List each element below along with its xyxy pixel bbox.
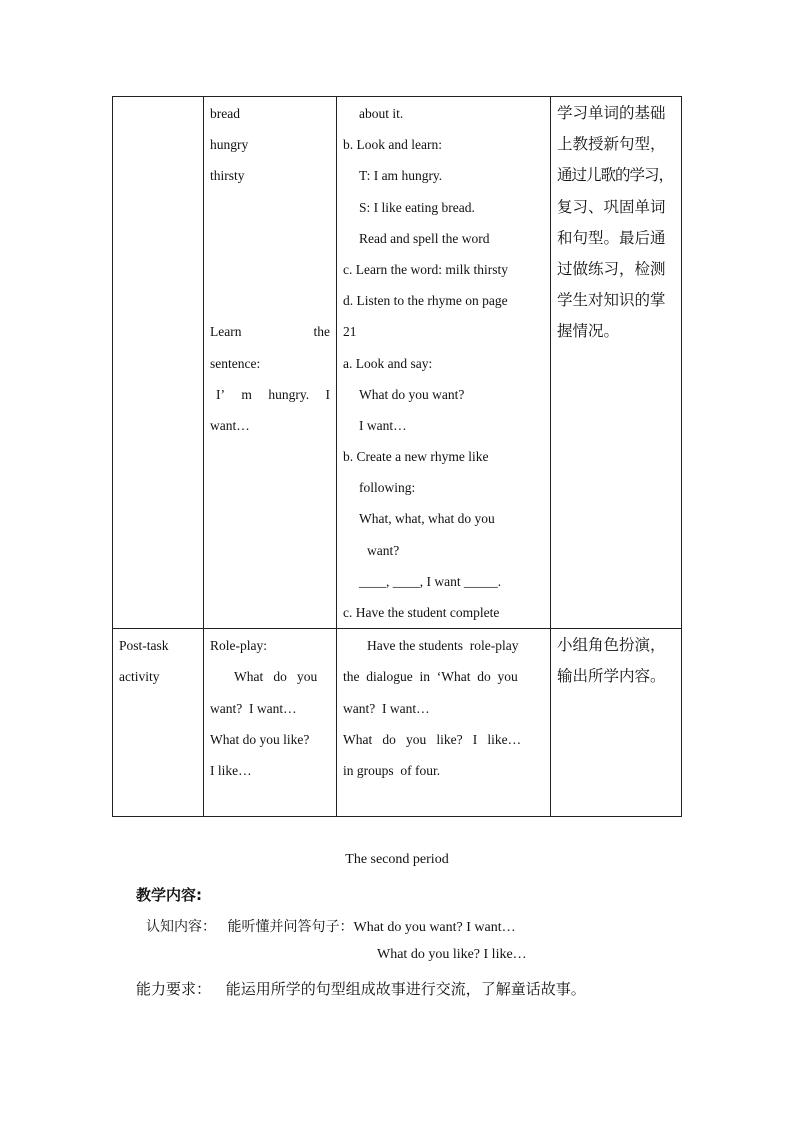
procedure-cell (337, 629, 551, 817)
procedure-line: S: I like eating bread. (359, 199, 475, 215)
sentence-label: sentence: (210, 355, 261, 371)
purpose-line: 过做练习，检测 (557, 259, 666, 278)
procedure-line: b. Look and learn: (343, 137, 442, 153)
procedure-line: What do you like? I like… (343, 731, 522, 747)
purpose-line: 和句型。最后通 (557, 228, 666, 247)
procedure-line: about it. (359, 106, 404, 121)
content-cell (204, 629, 337, 817)
ability-text: 能运用所学的句型组成故事进行交流，了解童话故事。 (225, 980, 586, 998)
procedure-line: b. Create a new rhyme like (343, 449, 489, 465)
procedure-line: What do you want? (359, 386, 465, 402)
table-row-post-task (113, 629, 682, 817)
procedure-line: a. Look and say: (343, 355, 433, 371)
procedure-line: following: (359, 480, 416, 496)
period-title: The second period (345, 852, 449, 867)
content-line: want? I want… (210, 700, 297, 716)
procedure-cell (337, 97, 551, 629)
sentence-end: want… (210, 417, 250, 433)
learn-line: Learn the (210, 324, 330, 340)
teaching-content-label: 教学内容: (136, 886, 202, 904)
procedure-line: want? (367, 542, 400, 558)
word-thirsty: thirsty (210, 168, 245, 184)
purpose-line: 学习单词的基础 (557, 104, 666, 122)
content-line: What do you like? (210, 731, 310, 747)
purpose-cell (551, 629, 682, 817)
cognitive-line (146, 916, 516, 936)
content-line: What do you (234, 669, 318, 685)
cognitive-label: 认知内容： (146, 919, 216, 935)
procedure-line: c. Have the student complete (343, 605, 500, 620)
procedure-line: Have the students role-play (367, 638, 519, 654)
cognitive-text-second: What do you like? I like… (377, 947, 527, 962)
word-hungry: hungry (210, 137, 249, 153)
purpose-line: 输出所学内容。 (557, 667, 666, 686)
purpose-line: 复习、巩固单词 (557, 197, 666, 216)
lesson-plan-table (112, 96, 682, 817)
content-line: Role-play: (210, 638, 267, 654)
ability-line (136, 978, 586, 999)
procedure-line: in groups of four. (343, 762, 441, 778)
procedure-line: I want… (359, 417, 407, 433)
table-row-while-task (113, 97, 682, 629)
purpose-cell (551, 97, 682, 629)
sentence-line: I’ m hungry. I (216, 386, 330, 402)
cognitive-text: 能听懂并问答句子：What do you want? I want… (227, 920, 516, 935)
procedure-line: T: I am hungry. (359, 168, 443, 184)
stage-cell (113, 629, 204, 817)
purpose-line: 小组角色扮演， (557, 636, 666, 655)
word-bread: bread (210, 106, 240, 121)
procedure-line: 21 (343, 324, 357, 340)
procedure-line: want? I want… (343, 700, 430, 716)
purpose-line: 上教授新句型， (557, 135, 666, 154)
procedure-line: Read and spell the word (359, 230, 490, 246)
stage-line: Post-task (119, 638, 169, 654)
procedure-line: ____, ____, I want _____. (359, 573, 502, 589)
ability-label: 能力要求： (136, 980, 212, 998)
purpose-line: 通过儿歌的学习， (557, 166, 674, 185)
procedure-line: the dialogue in ‘What do you (343, 669, 518, 685)
procedure-line: c. Learn the word: milk thirsty (343, 261, 508, 277)
content-cell (204, 97, 337, 629)
stage-cell (113, 97, 204, 629)
purpose-line: 学生对知识的掌 (557, 291, 666, 310)
procedure-line: d. Listen to the rhyme on page (343, 293, 508, 309)
purpose-line: 握情况。 (557, 322, 620, 341)
content-line: I like… (210, 762, 252, 778)
procedure-line: What, what, what do you (359, 511, 495, 527)
stage-line: activity (119, 669, 160, 685)
